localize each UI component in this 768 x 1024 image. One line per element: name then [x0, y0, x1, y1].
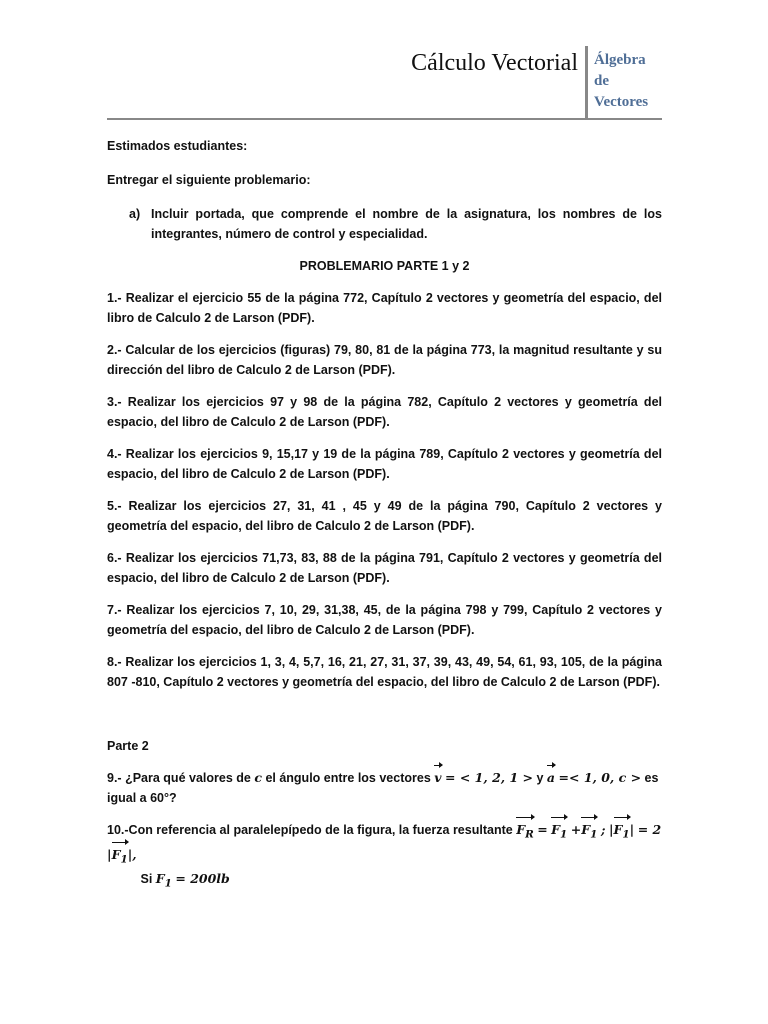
vector-f1: $F_1$ — [551, 820, 567, 845]
list-marker: a) — [129, 207, 141, 221]
q10-text: 10.-Con referencia al paralelepípedo de la figura, la fuerza resultante — [107, 823, 513, 837]
exercise-item: 4.- Realizar los ejercicios 9, 15,17 y 19 de la página 789, Capítulo 2 vectores y geometría del espacio, del libro de Calculo 2 de Larson (PDF). — [107, 447, 662, 481]
vector-fr: $F_R$ — [516, 820, 534, 845]
part2-title: Parte 2 — [107, 739, 149, 753]
q9-var-c: c — [254, 770, 262, 785]
magnitude-f1: $|F_1|$ — [609, 822, 634, 837]
document-body — [107, 136, 662, 894]
vector-a: a — [547, 768, 555, 788]
vector-a-value: =< 1, 0, c > — [558, 770, 642, 785]
q9-and: y — [536, 771, 544, 785]
exercise-item: 2.- Calcular de los ejercicios (figuras) 79, 80, 81 de la página 773, la magnitud resultante y su dirección del libro de Calculo 2 de Larson (PDF). — [107, 343, 662, 377]
section-title: PROBLEMARIO PARTE 1 y 2 — [299, 259, 470, 273]
document-header — [0, 0, 768, 122]
list-item-a — [129, 204, 662, 244]
header-horizontal-rule — [107, 118, 662, 120]
q10-si: Si — [140, 872, 153, 886]
exercise-item: 1.- Realizar el ejercicio 55 de la página 772, Capítulo 2 vectores y geometría del espacio, del libro de Calculo 2 de Larson (PDF). — [107, 291, 662, 325]
magnitude-f1-second: $|F_1|$, — [107, 847, 137, 862]
f1-given: $F_1$ — [155, 871, 172, 890]
q9-number: 9.- — [107, 771, 122, 785]
question-10: 10.-Con referencia al paralelepípedo de la figura, la fuerza resultante $F_R = F_1 +F_1$ ; $|F_1| = 2$ $|F_1|$, Si $F_1 = 200lb$ — [107, 822, 662, 890]
vector-v-value: = < 1, 2, 1 > — [445, 770, 533, 785]
vector-f1-second: $F_1$ — [581, 820, 597, 845]
greeting: Estimados estudiantes: — [107, 139, 248, 153]
question-9 — [107, 768, 662, 808]
list-item-text: Incluir portada, que comprende el nombre de la asignatura, los nombres de los integrantes, número de control y especialidad. — [151, 207, 662, 241]
header-vertical-rule — [585, 46, 588, 118]
exercise-item: 6.- Realizar los ejercicios 71,73, 83, 88 de la página 791, Capítulo 2 vectores y geometría del espacio, del libro de Calculo 2 de Larson (PDF). — [107, 551, 662, 585]
q9-text-c: es igual a 60°? — [107, 771, 659, 805]
q9-text-b: el ángulo entre los vectores — [265, 771, 431, 785]
exercise-item: 7.- Realizar los ejercicios 7, 10, 29, 31,38, 45, de la página 798 y 799, Capítulo 2 vectores y geometría del espacio, del libro de Calculo 2 de Larson (PDF). — [107, 603, 662, 637]
exercise-item: 3.- Realizar los ejercicios 97 y 98 de la página 782, Capítulo 2 vectores y geometría del espacio, del libro de Calculo 2 de Larson (PDF). — [107, 395, 662, 429]
subtitle-line: de — [594, 73, 609, 89]
exercise-item: 8.- Realizar los ejercicios 1, 3, 4, 5,7, 16, 21, 27, 31, 37, 39, 43, 49, 54, 61, 93, 105, de la página 807 -810, Capítulo 2 vectores y geometría del espacio, del libro de Calculo 2 de Larson (PDF). — [107, 655, 662, 689]
instruction: Entregar el siguiente problemario: — [107, 173, 311, 187]
document-title: Cálculo Vectorial — [411, 50, 578, 76]
f1-value: = 200lb — [175, 871, 230, 886]
subtitle-line: Vectores — [594, 94, 649, 110]
document-subtitle — [594, 50, 648, 113]
q9-text-a: ¿Para qué valores de — [125, 771, 251, 785]
exercise-item: 5.- Realizar los ejercicios 27, 31, 41 , 45 y 49 de la página 790, Capítulo 2 vectores y geometría del espacio, del libro de Calculo 2 de Larson (PDF). — [107, 499, 662, 533]
vector-v: v — [434, 768, 441, 788]
subtitle-line: Álgebra — [594, 52, 646, 68]
